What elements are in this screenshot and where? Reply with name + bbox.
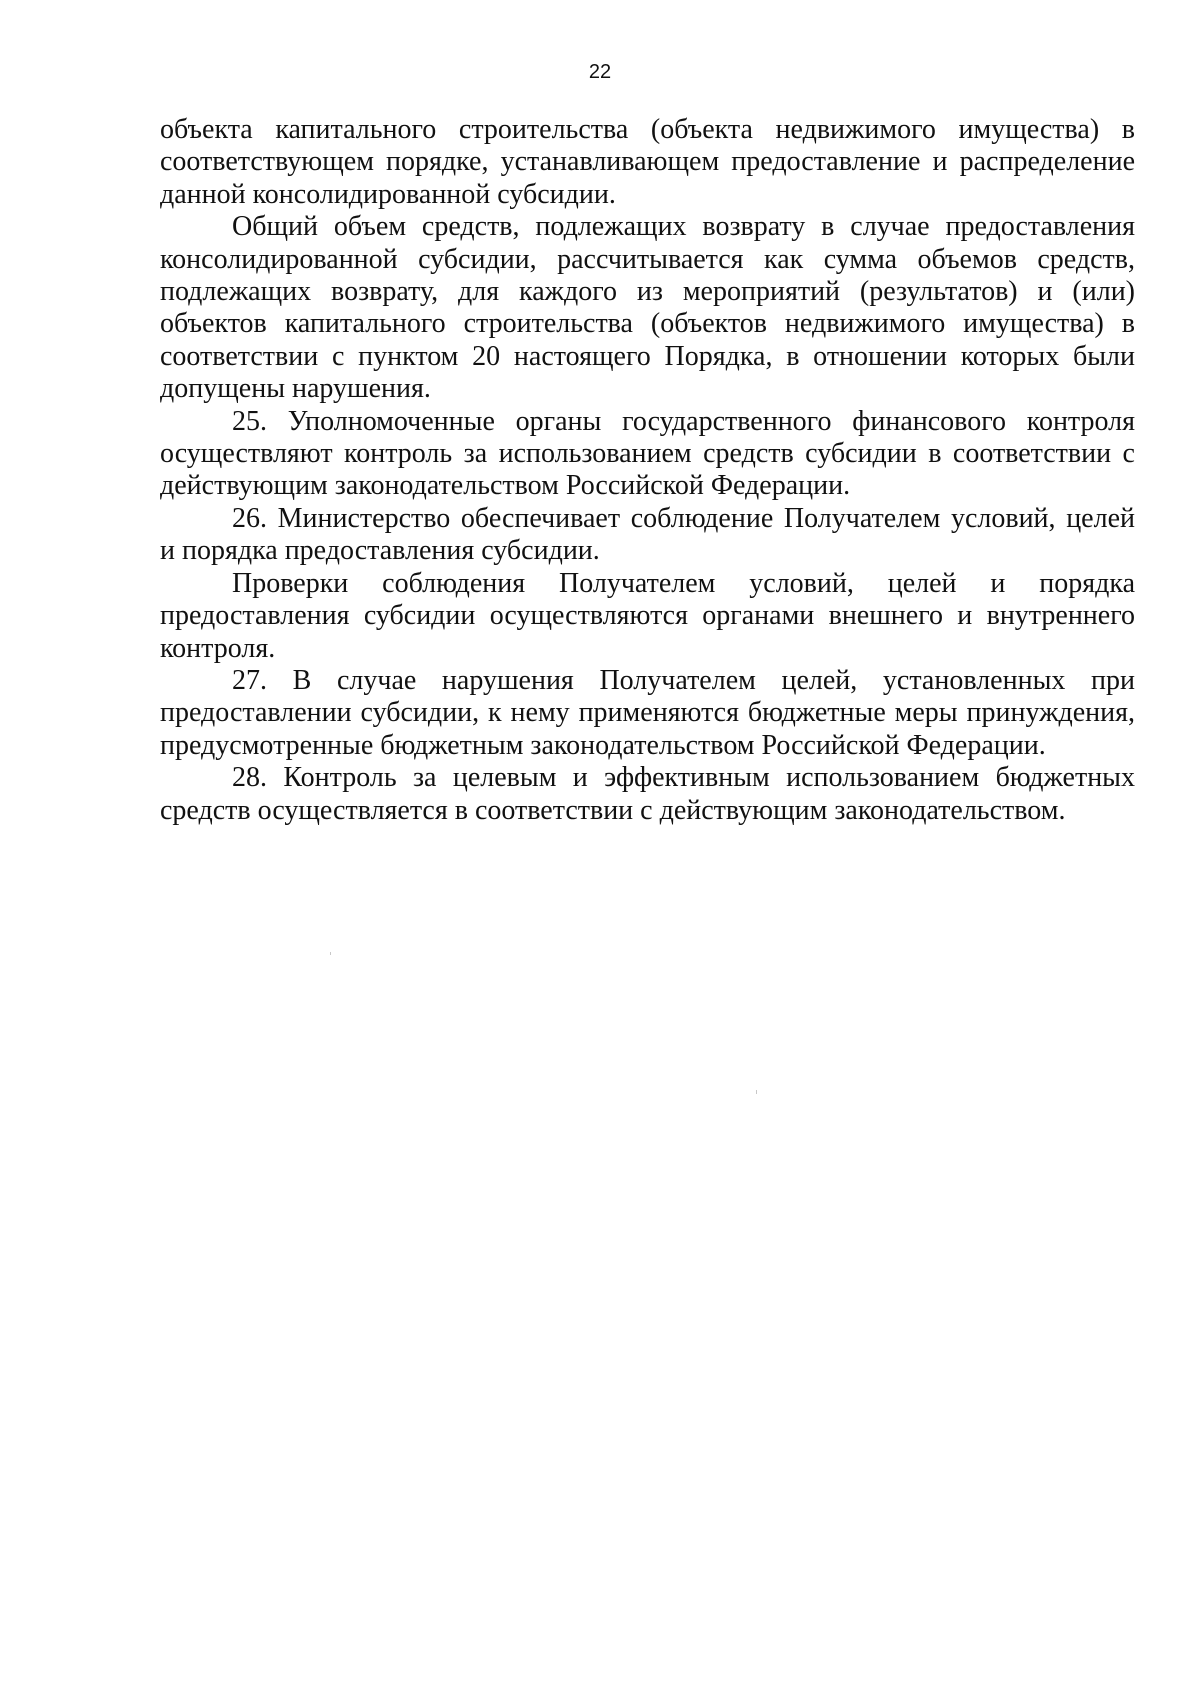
scan-speck xyxy=(330,952,331,955)
scan-speck xyxy=(756,1090,757,1094)
page-number: 22 xyxy=(588,61,612,83)
paragraph-item-27: 27. В случае нарушения Получателем целей, установленных при предоставлении субсидии, к нему применяются бюджетные меры принуждения, предусмотренные бюджетным законодательством Российской Федерации. xyxy=(160,664,1135,761)
paragraph-inspections: Проверки соблюдения Получателем условий, целей и порядка предоставления субсидии осуществляются органами внешнего и внутреннего контроля. xyxy=(160,567,1135,664)
paragraph-continuation: объекта капитального строительства (объекта недвижимого имущества) в соответствующем порядке, устанавливающем предоставление и распределение данной консолидированной субсидии. xyxy=(160,114,1135,210)
paragraph-item-28: 28. Контроль за целевым и эффективным использованием бюджетных средств осуществляется в соответствии с действующим законодательством. xyxy=(160,762,1135,826)
document-body xyxy=(160,114,1135,827)
paragraph-item-25: 25. Уполномоченные органы государственного финансового контроля осуществляют контроль за использованием средств субсидии в соответствии с действующим законодательством Российской Федерации. xyxy=(160,405,1135,502)
paragraph-refund-volume: Общий объем средств, подлежащих возврату в случае предоставления консолидированной субсидии, рассчитывается как сумма объемов средств, подлежащих возврату, для каждого из мероприятий (результатов) и (или) объектов капитального строительства (объектов недвижимого имущества) в соответствии с пунктом 20 настоящего Порядка, в отношении которых были допущены нарушения. xyxy=(160,211,1135,405)
paragraph-item-26: 26. Министерство обеспечивает соблюдение Получателем условий, целей и порядка предоставления субсидии. xyxy=(160,502,1135,567)
